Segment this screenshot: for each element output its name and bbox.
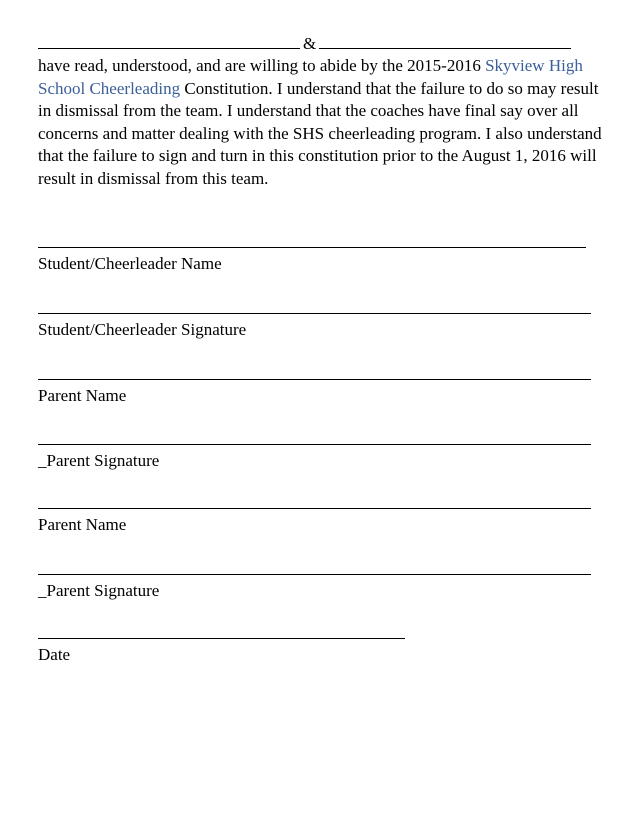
signature-line[interactable] bbox=[38, 313, 591, 314]
signature-label: Parent Name bbox=[38, 515, 127, 534]
signature-label: _Parent Signature bbox=[38, 581, 160, 600]
signature-field-student-signature bbox=[38, 313, 591, 340]
agreement-text-start: have read, understood, and are willing to abide by the 2015-2016 bbox=[38, 56, 486, 75]
first-name-blank[interactable] bbox=[38, 34, 300, 49]
second-name-blank[interactable] bbox=[319, 34, 571, 49]
signature-label: _Parent Signature bbox=[38, 451, 160, 470]
signature-field-student-name bbox=[38, 247, 586, 274]
signature-field-parent-name-1 bbox=[38, 379, 591, 406]
signature-line[interactable] bbox=[38, 574, 591, 575]
signature-line[interactable] bbox=[38, 638, 405, 639]
signature-field-parent-signature-1 bbox=[38, 444, 591, 471]
signature-label: Date bbox=[38, 645, 71, 664]
signature-label: Student/Cheerleader Signature bbox=[38, 320, 247, 339]
signature-field-parent-signature-2 bbox=[38, 574, 591, 601]
signature-line[interactable] bbox=[38, 247, 586, 248]
signature-field-parent-name-2 bbox=[38, 508, 591, 535]
signature-label: Parent Name bbox=[38, 386, 127, 405]
signature-line[interactable] bbox=[38, 508, 591, 509]
signature-field-date bbox=[38, 638, 405, 665]
agreement-paragraph bbox=[38, 55, 608, 190]
agreement-text-end: Constitution. I understand that the failure to do so may result in dismissal from the team. I understand that the coaches have final say over all concerns and matter dealing with the SHS cheerleading program. I also understand that the failure to sign and turn in this constitution prior to the August 1, 2016 will result in dismissal from this team. bbox=[38, 78, 602, 188]
constitution-agreement-page bbox=[38, 33, 608, 190]
name-fill-in-line bbox=[38, 33, 608, 55]
signature-line[interactable] bbox=[38, 379, 591, 380]
school-program-link[interactable]: Skyview High School Cheerleading bbox=[38, 56, 583, 98]
ampersand: & bbox=[303, 34, 317, 53]
signature-label: Student/Cheerleader Name bbox=[38, 254, 222, 273]
signature-line[interactable] bbox=[38, 444, 591, 445]
